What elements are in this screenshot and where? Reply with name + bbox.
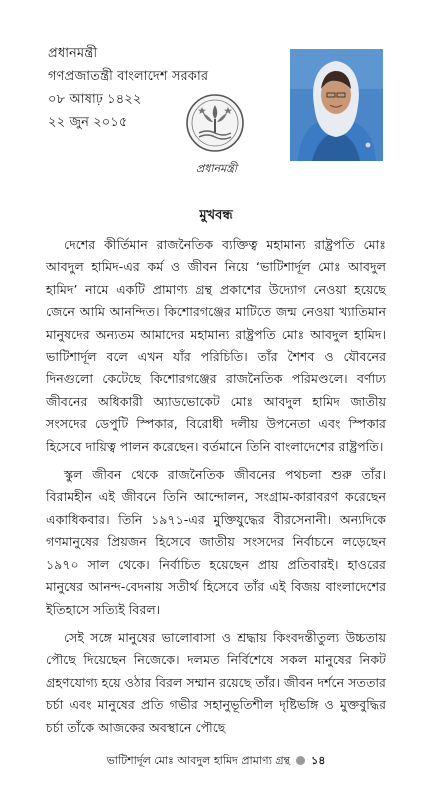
government-seal-icon bbox=[185, 93, 245, 153]
office-title: প্রধানমন্ত্রী bbox=[48, 46, 98, 61]
portrait-photo bbox=[290, 49, 383, 161]
page-footer bbox=[0, 752, 432, 771]
page-number: ১৪ bbox=[311, 754, 326, 767]
bullet-dot-icon bbox=[296, 756, 305, 765]
paragraph: স্কুল জীবন থেকে রাজনৈতিক জীবনের পথচলা শুরু তাঁর। বিরামহীন এই জীবনে তিনি আন্দোলন, সংগ্রাম-কারাবরণ করেছেন একাধিকবার। তিনি ১৯৭১-এর মুক্তিযুদ্ধের বীরসেনানী। অন্যদিকে গণমানুষের প্রিয়জন হিসেবে জাতীয় সংসদের নির্বাচনে লড়েছেন ১৯৭০ সাল থেকে। নির্বাচিত হয়েছেন প্রায় প্রতিবারই। হাওরের মানুষের আনন্দ-বেদনায় সতীর্থ হিসেবে তাঁর এই বিজয় বাংলাদেশের ইতিহাসে সত্যিই বিরল। bbox=[46, 467, 386, 617]
date-gregorian: ২২ জুন ২০১৫ bbox=[48, 115, 128, 130]
running-title: ভাটিশার্দূল মোঃ আবদুল হামিদ প্রামাণ্য গ্রন্থ bbox=[106, 754, 291, 767]
paragraph: দেশের কীর্তিমান রাজনৈতিক ব্যক্তিত্ব মহামান্য রাষ্ট্রপতি মোঃ আবদুল হামিদ-এর কর্ম ও জীবন নিয়ে ‘ভাটিশার্দূল মোঃ আবদুল হামিদ’ নামে একটি প্রামাণ্য গ্রন্থ প্রকাশের উদ্যোগ নেওয়া হয়েছে জেনে আমি আনন্দিত। কিশোরগঞ্জের মাটিতে জন্ম নেওয়া খ্যাতিমান মানুষদের অন্যতম আমাদের মহামান্য রাষ্ট্রপতি মোঃ আবদুল হামিদ। ভাটিশার্দূল বলে এখন যাঁর পরিচিতি। তাঁর শৈশব ও যৌবনের দিনগুলো কেটেছে কিশোরগঞ্জের রাজনৈতিক পরিমণ্ডলে। বর্ণাঢ্য জীবনের অধিকারী অ্যাডভোকেট মোঃ আবদুল হামিদ জাতীয় সংসদের ডেপুটি স্পিকার, বিরোধী দলীয় উপনেতা এবং স্পিকার হিসেবে দায়িত্ব পালন করেছেন। বর্তমানে তিনি বাংলাদেশের রাষ্ট্রপতি। bbox=[46, 237, 386, 454]
signature: প্রধানমন্ত্রী bbox=[196, 162, 238, 175]
government-name: গণপ্রজাতন্ত্রী বাংলাদেশ সরকার bbox=[48, 69, 209, 84]
page-title: মুখবন্ধ bbox=[199, 208, 233, 223]
body-text bbox=[46, 234, 386, 745]
date-bengali: ০৮ আষাঢ় ১৪২২ bbox=[48, 92, 142, 107]
paragraph: সেই সঙ্গে মানুষের ভালোবাসা ও শ্রদ্ধায় কিংবদন্তীতুল্য উচ্চতায় পৌছে দিয়েছেন নিজেকে। দলমত নির্বিশেষে সকল মানুষের নিকট গ্রহণযোগ্য হয়ে ওঠার বিরল সম্মান রয়েছে তাঁর। জীবন দর্শনে সততার চর্চা এবং মানুষের প্রতি গভীর সহানুভূতিশীল দৃষ্টিভঙ্গি ও মুক্তবুদ্ধির চর্চা তাঁকে আজকের অবস্থানে পৌছে bbox=[46, 629, 386, 735]
